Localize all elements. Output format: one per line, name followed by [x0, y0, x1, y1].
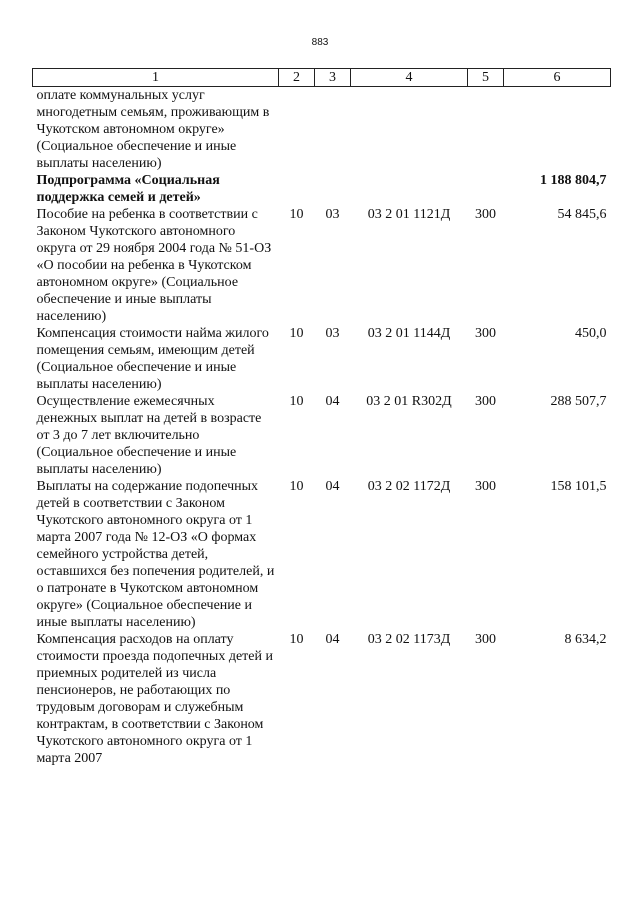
- table-row: [33, 206, 611, 325]
- table-row: [33, 631, 611, 767]
- row-amount: 54 845,6: [557, 207, 607, 222]
- row-amount: [504, 87, 611, 173]
- header-col-4: 4: [351, 69, 468, 87]
- row-name: оплате коммунальных услуг многодетным семьям, проживающим в Чукотском автономном округе» (Социальное обеспечение и иные выплаты населению): [36, 88, 270, 171]
- budget-table: [32, 68, 611, 767]
- row-expense-type: [468, 172, 504, 206]
- row-expense-type: 300: [475, 207, 496, 222]
- table-row: [33, 87, 611, 173]
- row-target-article: 03 2 01 1144Д: [367, 326, 451, 341]
- row-subsection: 04: [325, 479, 340, 494]
- row-expense-type: 300: [475, 326, 496, 341]
- row-name: Компенсация расходов на оплату стоимости проезда подопечных детей и приемных родителей из числа пенсионеров, не работающих по трудовым договорам и служебным контрактам, в соответствии с Законом Чукотского автономного округа от 1 марта 2007: [36, 632, 273, 766]
- header-col-6: 6: [504, 69, 611, 87]
- row-amount: 8 634,2: [564, 632, 607, 647]
- row-subsection: 04: [325, 632, 340, 647]
- table-header-row: [33, 69, 611, 87]
- row-name: Компенсация стоимости найма жилого помещения семьям, имеющим детей (Социальное обеспечение и иные выплаты населению): [36, 326, 269, 392]
- table-body: [33, 87, 611, 768]
- row-target-article: [351, 172, 468, 206]
- row-section: [279, 87, 315, 173]
- row-name: Выплаты на содержание подопечных детей в соответствии с Законом Чукотского автономного округа от 1 марта 2007 года № 12-ОЗ «О формах семейного устройства детей, оставшихся без попечения родителей, и о патронате в Чукотском автономном округе» (Социальное обеспечение и иные выплаты населению): [36, 479, 275, 630]
- row-subsection: 03: [325, 207, 340, 222]
- row-section: 10: [289, 632, 304, 647]
- row-target-article: 03 2 01 1121Д: [367, 207, 451, 222]
- row-expense-type: 300: [475, 394, 496, 409]
- row-name: Осуществление ежемесячных денежных выплат на детей в возрасте от 3 до 7 лет включительно (Социальное обеспечение и иные выплаты населению): [36, 394, 262, 477]
- row-expense-type: [468, 87, 504, 173]
- header-col-3: 3: [315, 69, 351, 87]
- row-target-article: [351, 87, 468, 173]
- row-name: Подпрограмма «Социальная поддержка семей и детей»: [36, 173, 220, 205]
- row-section: 10: [289, 326, 304, 341]
- table-row: [33, 393, 611, 478]
- row-name: Пособие на ребенка в соответствии с Законом Чукотского автономного округа от 29 ноября 2004 года № 51-ОЗ «О пособии на ребенка в Чукотском автономном округе» (Социальное обеспечение и иные выплаты населению): [36, 207, 272, 324]
- row-subsection: [315, 87, 351, 173]
- row-amount: 288 507,7: [550, 394, 607, 409]
- row-amount: 1 188 804,7: [540, 173, 607, 188]
- header-col-1: 1: [33, 69, 279, 87]
- row-target-article: 03 2 02 1173Д: [367, 632, 451, 647]
- table-row: [33, 325, 611, 393]
- row-subsection: 04: [325, 394, 340, 409]
- row-target-article: 03 2 01 R302Д: [366, 394, 452, 409]
- row-amount: 450,0: [575, 326, 607, 341]
- row-subsection: [315, 172, 351, 206]
- row-section: 10: [289, 479, 304, 494]
- row-amount: 158 101,5: [550, 479, 607, 494]
- row-section: 10: [289, 394, 304, 409]
- row-expense-type: 300: [475, 632, 496, 647]
- row-target-article: 03 2 02 1172Д: [367, 479, 451, 494]
- row-expense-type: 300: [475, 479, 496, 494]
- header-col-2: 2: [279, 69, 315, 87]
- row-subsection: 03: [325, 326, 340, 341]
- header-col-5: 5: [468, 69, 504, 87]
- page-number: 883: [311, 37, 329, 48]
- table-row-subprogram: [33, 172, 611, 206]
- row-section: 10: [289, 207, 304, 222]
- row-section: [279, 172, 315, 206]
- table-row: [33, 478, 611, 631]
